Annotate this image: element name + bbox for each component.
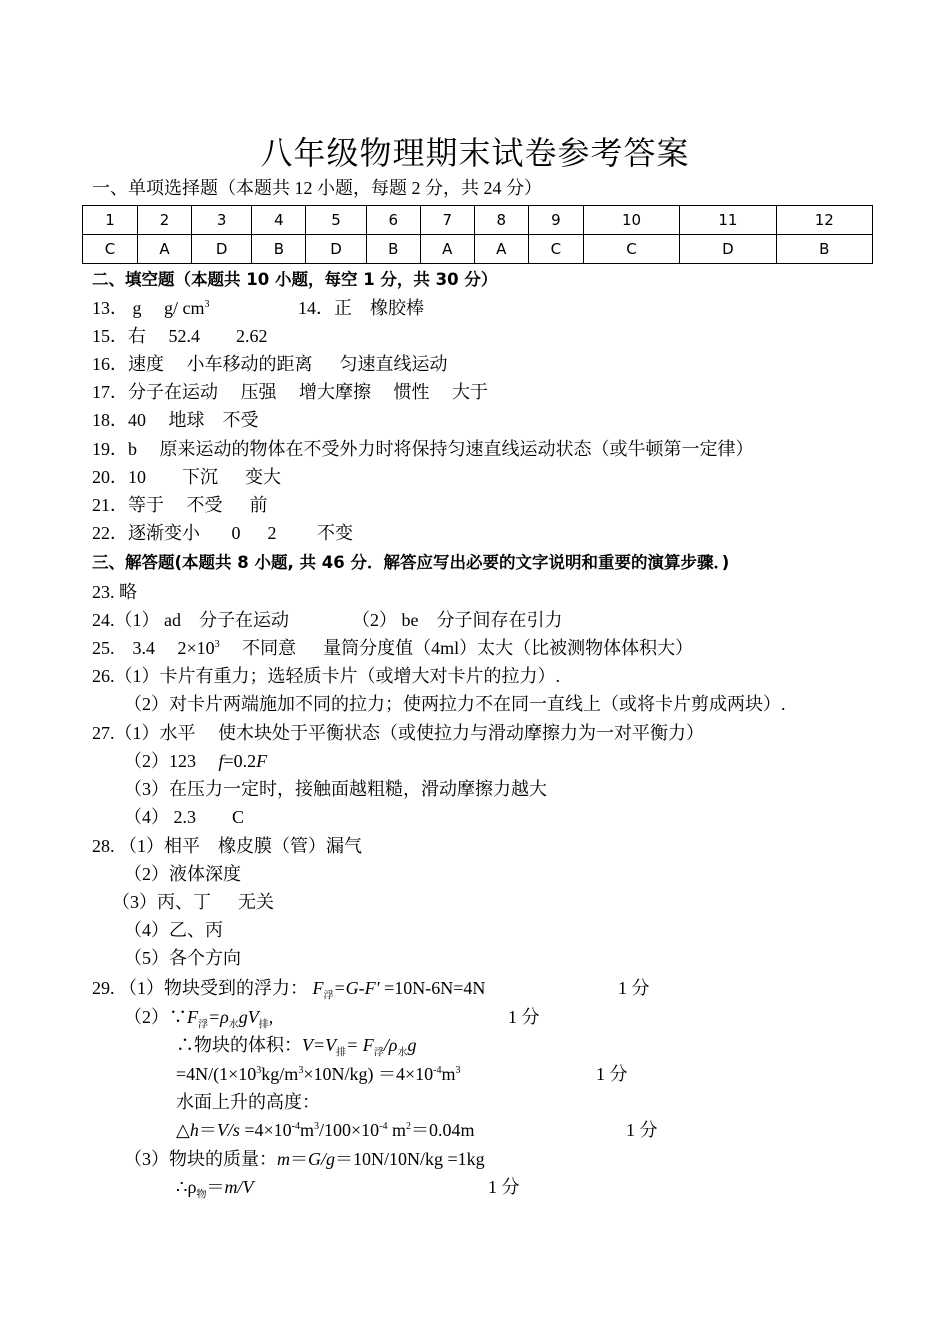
table-cell: C xyxy=(528,235,583,264)
score-mark: 1 分 xyxy=(618,978,650,998)
formula-text: ∴ρ xyxy=(176,1177,197,1197)
formula-text: ＝ xyxy=(206,1177,225,1197)
answer-29-1 xyxy=(92,976,485,1000)
score-mark: 1 分 xyxy=(488,1177,520,1197)
answer-text: 29. （1）物块受到的浮力： xyxy=(92,978,308,998)
formula-text: =10N-6N=4N xyxy=(384,978,486,998)
answer-text: （2）123 xyxy=(124,751,219,771)
answer-26-2: （2）对卡片两端施加不同的拉力；使两拉力不在同一直线上（或将卡片剪成两块）. xyxy=(124,694,786,714)
answer-24: 24.（1） ad 分子在运动 （2） be 分子间存在引力 xyxy=(92,610,563,630)
answer-20: 20．10 下沉 变大 xyxy=(92,467,281,487)
formula-var: =G-F′ xyxy=(333,978,380,998)
table-cell: 5 xyxy=(306,206,366,235)
answer-14: 14．正 橡胶棒 xyxy=(298,298,424,318)
subscript: 浮 xyxy=(198,1019,208,1031)
answer-27-1: 27.（1）水平 使木块处于平衡状态（或使拉力与滑动摩擦力为一对平衡力） xyxy=(92,723,704,743)
table-cell: 3 xyxy=(192,206,252,235)
answer-21: 21．等于 不受 前 xyxy=(92,495,268,515)
formula-var: F xyxy=(312,978,324,998)
table-cell: 11 xyxy=(680,206,776,235)
subscript: 物 xyxy=(196,1189,207,1201)
answer-text: （2）∵ xyxy=(124,1007,187,1027)
answer-19: 19．b 原来运动的物体在不受外力时将保持匀速直线运动状态（或牛顿第一定律） xyxy=(92,439,754,459)
section-1-heading: 一、单项选择题（本题共 12 小题，每题 2 分，共 24 分） xyxy=(92,178,542,198)
table-cell: A xyxy=(474,235,528,264)
formula-text: kg/m xyxy=(261,1064,299,1084)
answer-29-2 xyxy=(124,1005,273,1029)
table-cell: D xyxy=(306,235,366,264)
answer-28-4: （4）乙、丙 xyxy=(124,920,223,940)
superscript: 3 xyxy=(256,1065,262,1076)
answer-25 xyxy=(92,636,693,660)
answer-text: 25. 3.4 2×10 xyxy=(92,638,215,658)
formula-var: G/g xyxy=(308,1149,335,1169)
answer-17: 17．分子在运动 压强 增大摩擦 惯性 大于 xyxy=(92,382,488,402)
answer-15: 15．右 52.4 2.62 xyxy=(92,326,268,346)
formula-var: = F xyxy=(346,1035,374,1055)
answer-27-2 xyxy=(124,749,267,773)
answer-18: 18．40 地球 不受 xyxy=(92,410,259,430)
table-cell: C xyxy=(83,235,138,264)
subscript: 浮 xyxy=(373,1047,384,1059)
answer-27-3: （3）在压力一定时，接触面越粗糙，滑动摩擦力越大 xyxy=(124,779,547,799)
section-2-heading: 二、填空题（本题共 10 小题，每空 1 分，共 30 分） xyxy=(92,270,498,289)
answer-text: （3）物块的质量： xyxy=(124,1149,277,1169)
table-row-numbers xyxy=(83,206,873,235)
formula-text: m xyxy=(300,1120,315,1140)
table-cell: B xyxy=(366,235,420,264)
answer-28-2: （2）液体深度 xyxy=(124,864,241,884)
score-mark: 1 分 xyxy=(508,1007,540,1027)
answer-26-1: 26.（1）卡片有重力；选轻质卡片（或增大对卡片的拉力）. xyxy=(92,666,560,686)
formula-var: F xyxy=(187,1007,198,1027)
table-row-answers xyxy=(83,235,873,264)
formula-text: m xyxy=(441,1064,456,1084)
formula-var: f xyxy=(218,751,224,771)
superscript: 3 xyxy=(298,1065,304,1076)
superscript: 3 xyxy=(204,299,210,310)
answer-text: 不同意 量筒分度值（4ml）太大（比被测物体体积大） xyxy=(219,638,694,658)
table-cell: 4 xyxy=(252,206,306,235)
formula-text: m xyxy=(387,1120,407,1140)
superscript: -4 xyxy=(291,1121,301,1132)
answer-text: 13． g g/ cm xyxy=(92,298,205,318)
formula-var: gV xyxy=(238,1007,259,1027)
answer-29-height-label: 水面上升的高度： xyxy=(176,1092,320,1112)
subscript: 排 xyxy=(336,1047,347,1059)
table-cell: 1 xyxy=(83,206,138,235)
table-cell: D xyxy=(680,235,776,264)
table-cell: 7 xyxy=(420,206,474,235)
formula-text: △ xyxy=(176,1120,190,1140)
answer-29-volume xyxy=(176,1033,416,1057)
formula-text: =4N/(1×10 xyxy=(176,1064,257,1084)
formula-var: =ρ xyxy=(208,1007,229,1027)
formula-text: =4×10 xyxy=(239,1120,292,1140)
formula-text: , xyxy=(268,1007,274,1027)
formula-var: g xyxy=(407,1035,417,1055)
answer-table xyxy=(82,205,873,264)
page-title: 八年级物理期末试卷参考答案 xyxy=(260,134,690,172)
formula-var: m/V xyxy=(224,1177,254,1197)
superscript: 3 xyxy=(455,1065,461,1076)
subscript: 排 xyxy=(258,1019,269,1031)
answer-27-4: （4） 2.3 C xyxy=(124,807,245,827)
table-cell: C xyxy=(583,235,679,264)
table-cell: D xyxy=(192,235,252,264)
answer-text: ∴物块的体积： xyxy=(176,1035,302,1055)
formula-var: V=V xyxy=(302,1035,337,1055)
answer-29-density xyxy=(176,1175,253,1199)
answer-22: 22．逐渐变小 0 2 不变 xyxy=(92,523,353,543)
formula-var: V/s xyxy=(216,1120,240,1140)
formula-var: F xyxy=(256,751,268,771)
superscript: 2 xyxy=(406,1121,412,1132)
table-cell: 10 xyxy=(583,206,679,235)
table-cell: A xyxy=(420,235,474,264)
score-mark: 1 分 xyxy=(596,1064,628,1084)
superscript: -4 xyxy=(379,1121,388,1132)
table-cell: A xyxy=(138,235,192,264)
answer-29-3 xyxy=(124,1147,485,1171)
formula-text: ＝10N/10N/kg =1kg xyxy=(335,1149,485,1169)
superscript: -4 xyxy=(433,1065,442,1076)
table-cell: B xyxy=(252,235,306,264)
formula-text: /100×10 xyxy=(319,1120,380,1140)
table-cell: 12 xyxy=(776,206,872,235)
table-cell: 9 xyxy=(528,206,583,235)
formula-var: /ρ xyxy=(383,1035,398,1055)
score-mark: 1 分 xyxy=(626,1120,658,1140)
subscript: 水 xyxy=(397,1047,408,1059)
section-3-heading: 三、解答题(本题共 8 小题, 共 46 分．解答应写出必要的文字说明和重要的演算步骤．) xyxy=(92,553,730,572)
formula-text: ＝0.04m xyxy=(411,1120,475,1140)
formula-text: ＝ xyxy=(290,1149,308,1169)
formula-var: h xyxy=(189,1120,199,1140)
answer-23: 23. 略 xyxy=(92,582,137,602)
subscript: 浮 xyxy=(323,990,334,1002)
answer-28-5: （5）各个方向 xyxy=(124,948,241,968)
formula-text: =0.2 xyxy=(223,751,257,771)
table-cell: 2 xyxy=(138,206,192,235)
table-cell: 6 xyxy=(366,206,420,235)
answer-29-height-calc xyxy=(176,1118,475,1142)
answer-28-1: 28. （1）相平 橡皮膜（管）漏气 xyxy=(92,836,362,856)
superscript: 3 xyxy=(214,639,220,650)
formula-text: ×10N/kg) ＝4×10 xyxy=(303,1064,434,1084)
answer-29-volume-calc xyxy=(176,1062,460,1086)
table-cell: B xyxy=(776,235,872,264)
formula-var: m xyxy=(277,1149,290,1169)
answer-13 xyxy=(92,296,210,320)
answer-28-3: （3）丙、丁 无关 xyxy=(112,892,274,912)
answer-16: 16．速度 小车移动的距离 匀速直线运动 xyxy=(92,354,448,374)
formula-text: ＝ xyxy=(198,1120,217,1140)
superscript: 3 xyxy=(314,1121,320,1132)
table-cell: 8 xyxy=(474,206,528,235)
subscript: 水 xyxy=(228,1019,239,1031)
